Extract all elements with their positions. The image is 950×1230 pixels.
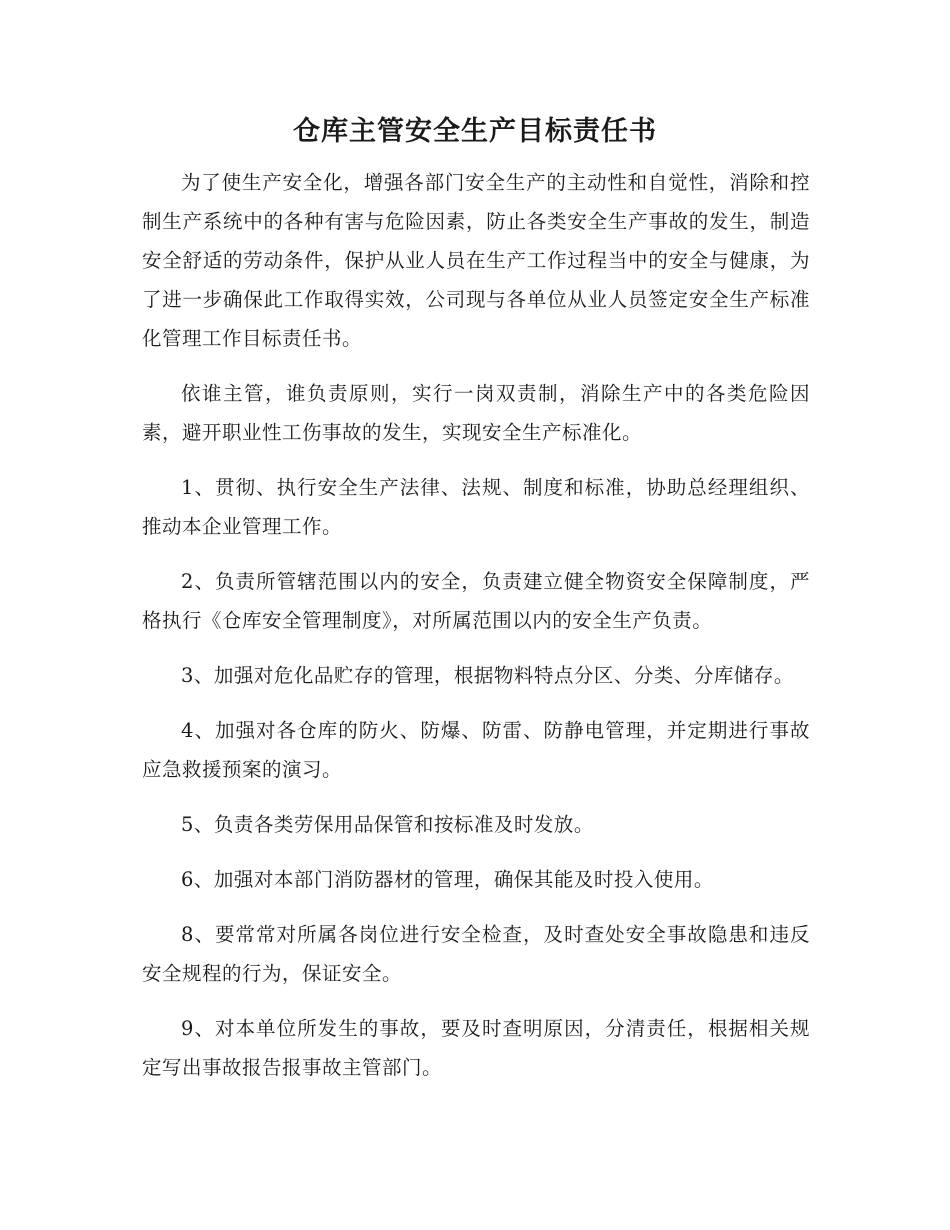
paragraph-item-8: 8、要常常对所属各岗位进行安全检查，及时查处安全事故隐患和违反安全规程的行为，保证安全。	[142, 923, 810, 985]
paragraph-item-2: 2、负责所管辖范围以内的安全，负责建立健全物资安全保障制度，严格执行《仓库安全管理制度》，对所属范围以内的安全生产负责。	[142, 570, 810, 632]
paragraph-principle: 依谁主管，谁负责原则，实行一岗双责制，消除生产中的各类危险因素，避开职业性工伤事故的发生，实现安全生产标准化。	[142, 382, 810, 444]
paragraph-item-9: 9、对本单位所发生的事故，要及时查明原因，分清责任，根据相关规定写出事故报告报事故主管部门。	[142, 1017, 810, 1079]
document-body	[142, 163, 810, 1103]
paragraph-item-1: 1、贯彻、执行安全生产法律、法规、制度和标准，协助总经理组织、推动本企业管理工作。	[142, 476, 810, 538]
paragraph-item-5: 5、负责各类劳保用品保管和按标准及时发放。	[181, 813, 594, 836]
document-title: 仓库主管安全生产目标责任书	[293, 116, 657, 147]
paragraph-item-6: 6、加强对本部门消防器材的管理，确保其能及时投入使用。	[181, 868, 714, 891]
paragraph-item-3: 3、加强对危化品贮存的管理，根据物料特点分区、分类、分库储存。	[181, 664, 794, 687]
paragraph-intro: 为了使生产安全化，增强各部门安全生产的主动性和自觉性，消除和控制生产系统中的各种有害与危险因素，防止各类安全生产事故的发生，制造安全舒适的劳动条件，保护从业人员在生产工作过程当中的安全与健康，为了进一步确保此工作取得实效，公司现与各单位从业人员签定安全生产标准化管理工作目标责任书。	[142, 171, 810, 350]
paragraph-item-4: 4、加强对各仓库的防火、防爆、防雷、防静电管理，并定期进行事故应急救援预案的演习。	[142, 719, 810, 781]
